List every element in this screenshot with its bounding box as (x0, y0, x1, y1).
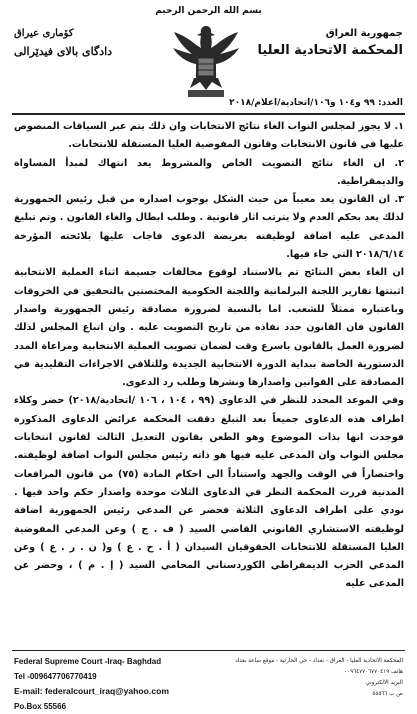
country-name-kurdish: كۆماری عیراق (14, 28, 74, 39)
paragraph: وفي الموعد المحدد للنظر في الدعاوى (٩٩ ، ١٠٤ ، ١٠٦ /اتحادية/٢٠١٨) حضر وكلاء اطراف هذه الدعاوى جميعاً بعد التبلغ دققت المحكمة عرائض الدعاوى المذكورة فوجدت انها بذات الموضوع وهو الطعن بقانون التعديل الثالث لقانون انتخابات مجلس النواب وان المدعى عليه فيها هو ذاته رئيس مجلس النواب اضافة لوظيفته. واختصاراً في الوقت والجهد واستناداً الى احكام المادة (٧٥) من قانون المرافعات المدنية قررت المحكمة النظر في الدعاوى الثلاث موحدة واصدار حكم واحد فيها . نودي على اطراف الدعاوى الثلاثة فحضر عن المدعي رئيس الجمهورية اضافة لوظيفته الاستشاري القانوني القاضي السيد ( ف . ج ) وعن المدعي المفوضية العليا المستقلة للانتخابات الحقوقيان السيدان ( أ . ح . ع ) و( ن . ر . ع ) وعن المدعي الحزب الديمقراطي الكوردستاني المحامي السيد ( إ . م ) ، وحضر عن المدعى عليه (14, 395, 404, 590)
paragraph: ان الغاء بعض النتائج تم بالاستناد لوقوع مخالفات جسيمة اثناء العملية الانتخابية اثبتتها تقارير اللجنة البرلمانية واللجنة الحكومية المختصتين بالتحقيق في الخروقات وباعتباره ممثلاً للشعب. اما بالنسبة لضرورة مصادقة رئيس الجمهورية واصدار القانون فان القانون حدد نفاذه من تاريخ التصويت عليه . وان اتباع المجلس لذلك لضرورة العمل بالقانون باسرع وقت لضمان تصويب العملية الانتخابية ومراعاة المدد الدستورية الخاصة ببداية الدورة الانتخابية الجديدة وللتلافي الاجراءات التقليدية في المصادقة على القوانين واصدارها ونشرها وطلب رد الدعوى. (14, 267, 404, 389)
footer-arabic (203, 656, 403, 700)
reference-number: العدد: ٩٩ و١٠٤ و١٠٦/اتحادية/اعلام/٢٠١٨ (229, 98, 403, 108)
footer-address-arabic: المحكمة الاتحادية العليا - العراق - بغداد - حي الحارثية - موقع ساعة بغداد (235, 658, 403, 664)
footer-english (14, 654, 204, 714)
eagle-emblem-icon (170, 18, 242, 104)
footer-court-name: Federal Supreme Court -Iraq- Baghdad (14, 657, 162, 666)
header-arabic (253, 28, 403, 58)
footer-divider (12, 650, 405, 651)
footer-email-arabic: البريد الالكتروني (365, 680, 403, 686)
document-body (14, 118, 404, 648)
header-divider (12, 113, 405, 115)
paragraph: ٣. ان القانون يعد معيباً من حيث الشكل بوجوب اصداره من قبل رئيس الجمهورية لذلك يعد بحكم العدم ولا يترتب اثار قانونية . وطلب ابطال والغاء القانون . وتم تبليغ المدعى عليه اضافة لوظيفته بعريضة الدعوى فاجاب عليها بلائحته المؤرخة ٢٠١٨/٦/١٤ التي جاء فيها. (14, 194, 404, 261)
footer-email: E-mail: federalcourt_iraq@yahoo.com (14, 686, 169, 696)
footer-pobox-arabic: ص ب ٥٥٥٦٦ (372, 691, 403, 697)
paragraph: ١. لا يجوز لمجلس النواب الغاء نتائج الانتخابات وان ذلك يتم عبر السياقات المنصوص عليها في قانون الانتخابات وقانون المفوضية العليا المستقلة للانتخابات. (14, 121, 404, 151)
header-kurdish (14, 28, 154, 58)
paragraph: ٢. ان الغاء نتائج التصويت الخاص والمشروط يعد انتهاك لمبدأ المساواة والديمقراطية. (14, 157, 404, 187)
footer-pobox: Po.Box 55566 (14, 702, 67, 711)
court-name-arabic: المحكمة الاتحادية العليا (257, 43, 403, 58)
footer-phone: Tel -009647706770419 (14, 672, 97, 681)
country-name-arabic: جمهورية العراق (325, 28, 403, 39)
court-name-kurdish: دادگای بالای فیدێرالی (14, 45, 113, 58)
footer-phone-arabic: هاتف ٠٠٩٦٤٧٧٠٦٧٧٠٤١٩ (344, 669, 403, 675)
basmala: بسم الله الرحمن الرحيم (155, 6, 262, 16)
